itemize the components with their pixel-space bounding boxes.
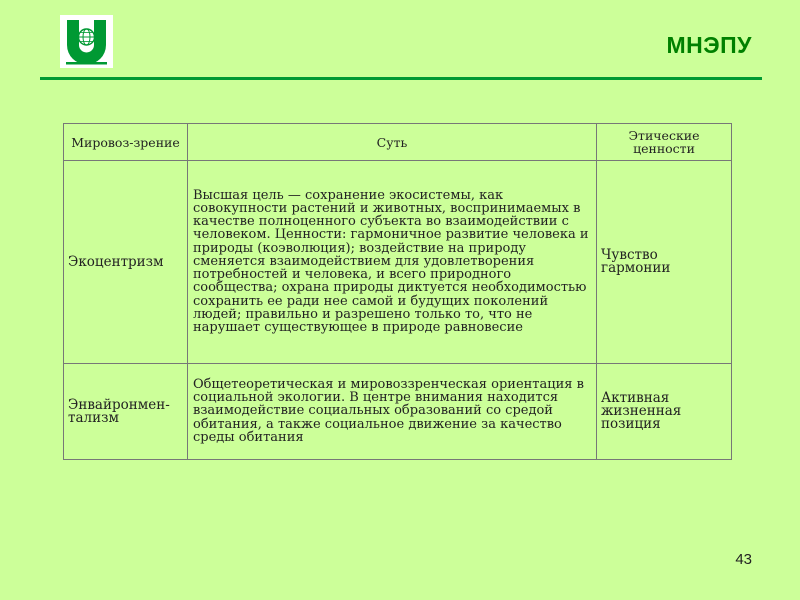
cell-worldview: Энвайронмен-тализм xyxy=(64,364,188,460)
worldview-table xyxy=(63,123,732,460)
table-row xyxy=(64,364,732,460)
cell-worldview: Экоцентризм xyxy=(64,161,188,364)
cell-values: Чувство гармонии xyxy=(597,161,732,364)
table-row xyxy=(64,161,732,364)
university-globe-icon xyxy=(60,15,113,68)
column-header-worldview: Мировоз-зрение xyxy=(64,124,188,161)
brand-title: МНЭПУ xyxy=(666,32,752,58)
cell-values: Активная жизненная позиция xyxy=(597,364,732,460)
cell-essence: Общетеоретическая и мировоззренческая ориентация в социальной экологии. В центре внимания находится взаимодействие социальных образований со средой обитания, а также социальное движение за качество среды обитания xyxy=(188,364,597,460)
column-header-values: Этические ценности xyxy=(597,124,732,161)
header-divider xyxy=(40,77,762,80)
column-header-essence: Суть xyxy=(188,124,597,161)
university-logo xyxy=(60,15,113,68)
cell-essence: Высшая цель — сохранение экосистемы, как совокупности растений и животных, воспринимаемых в качестве полноценного субъекта во взаимодействии с человеком. Ценности: гармоничное развитие человека и природы (коэволюция); воздействие на природу сменяется взаимодействием для удовлетворения потребностей и человека, и всего природного сообщества; охрана природы диктуется необходимостью сохранить ее ради нее самой и будущих поколений людей; правильно и разрешено только то, что не нарушает существующее в природе равновесие xyxy=(188,161,597,364)
page-number: 43 xyxy=(735,551,752,568)
table-header-row xyxy=(64,124,732,161)
